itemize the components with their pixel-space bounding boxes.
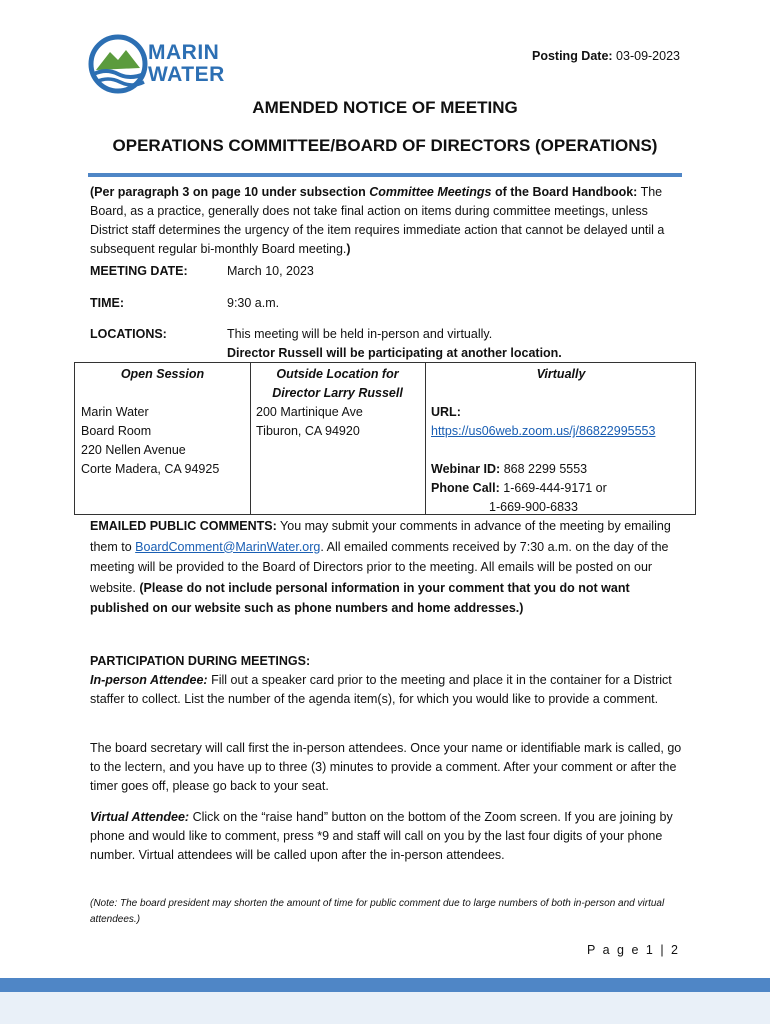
outside-location-address <box>256 403 363 441</box>
emailed-bold-note: (Please do not include personal information in your comment that you do not want published on our website such as phone numbers and home addresses.) <box>90 580 630 615</box>
note-paragraph: (Note: The board president may shorten the amount of time for public comment due to large numbers of both in-person and virtual attendees.) <box>90 898 665 925</box>
col2-head-line-1: Outside Location for <box>276 367 399 381</box>
phone-1: 1-669-444-9171 or <box>503 481 607 495</box>
open-session-line: 220 Nellen Avenue <box>81 443 186 457</box>
emailed-comments-paragraph <box>90 516 682 619</box>
virtual-label: Virtual Attendee: <box>90 810 190 824</box>
locations-line-1: This meeting will be held in-person and virtually. <box>227 327 493 341</box>
time-label: TIME: <box>90 296 125 310</box>
inperson-label: In-person Attendee: <box>90 673 208 687</box>
open-session-line: Marin Water <box>81 405 149 419</box>
posting-date-label: Posting Date: <box>532 49 613 63</box>
locations-line-2: Director Russell will be participating at another location. <box>227 346 562 360</box>
logo-line-2: WATER <box>148 63 225 86</box>
open-session-line: Board Room <box>81 424 152 438</box>
col-open-session-head: Open Session <box>120 367 205 381</box>
logo-wordmark <box>148 42 225 86</box>
col-outside-location-head <box>250 365 425 403</box>
title-divider <box>88 173 682 177</box>
footer-bar <box>0 978 770 1024</box>
virtual-details <box>431 403 655 517</box>
zoom-link[interactable]: https://us06web.zoom.us/j/86822995553 <box>431 424 656 438</box>
emailed-text-1: You may submit your comments in advance of the meeting by emailing them to <box>90 519 671 554</box>
phone-2: 1-669-900-6833 <box>489 500 578 514</box>
inperson-text: Fill out a speaker card prior to the meeting and place it in the container for a District staffer to collect. List the number of the agenda item(s), for which you would like to provide a comment. <box>90 673 672 706</box>
locations-label: LOCATIONS: <box>90 327 167 341</box>
phone-label: Phone Call: <box>431 481 500 495</box>
page-number: P a g e 1 | 2 <box>587 943 680 957</box>
emailed-text-2: . All emailed comments received by 7:30 a.m. on the day of the meeting will be provided to the Board of Directors prior to the meeting. All emails will be posted on our website. <box>90 539 669 595</box>
open-session-line: Corte Madera, CA 94925 <box>81 462 220 476</box>
virtual-paragraph <box>90 808 682 865</box>
committee-title: OPERATIONS COMMITTEE/BOARD OF DIRECTORS (OPERATIONS) <box>112 136 658 155</box>
spacer <box>431 441 655 460</box>
url-label: URL: <box>431 405 461 419</box>
inperson-paragraph <box>90 671 682 709</box>
webinar-id: 868 2299 5553 <box>503 462 588 476</box>
locations-table <box>74 362 696 515</box>
posting-date <box>470 49 680 63</box>
intro-lead-italic: Committee Meetings <box>369 185 492 199</box>
time-value: 9:30 a.m. <box>227 296 280 310</box>
phone-row <box>431 479 655 498</box>
participation-heading: PARTICIPATION DURING MEETINGS: <box>90 654 311 668</box>
notice-title: AMENDED NOTICE OF MEETING <box>252 98 518 117</box>
intro-lead: (Per paragraph 3 on page 10 under subsection <box>90 185 370 199</box>
webinar-row <box>431 460 655 479</box>
intro-close: ) <box>346 242 351 256</box>
secretary-paragraph: The board secretary will call first the in-person attendees. Once your name or identifiable mark is called, go to the lectern, and you have up to three (3) minutes to provide a comment. After your comment or after the timer goes off, please go back to your seat. <box>90 741 682 793</box>
posting-date-value: 03-09-2023 <box>616 49 680 63</box>
col-virtually-head: Virtually <box>536 367 586 381</box>
webinar-label: Webinar ID: <box>431 462 501 476</box>
col2-head-line-2: Director Larry Russell <box>272 386 403 400</box>
open-session-address <box>81 403 219 479</box>
table-divider-2 <box>425 363 426 514</box>
intro-lead-2: of the Board Handbook: <box>491 185 638 199</box>
meeting-date-label: MEETING DATE: <box>90 264 188 278</box>
logo-line-1: MARIN <box>148 41 220 64</box>
board-comment-email-link[interactable]: BoardComment@MarinWater.org <box>135 539 321 554</box>
virtual-text: Click on the “raise hand” button on the bottom of the Zoom screen. If you are joining by phone and would like to comment, press *9 and staff will call on you by the last four digits of your phone number. Virtual attendees will be called upon after the in-person attendees. <box>90 810 673 862</box>
emailed-label: EMAILED PUBLIC COMMENTS: <box>90 519 277 533</box>
intro-body: The Board, as a practice, generally does not take final action on items during committee meetings, unless District staff determines the urgency of the item requires immediate action that cannot be delayed until a subsequent regular bi-monthly Board meeting. <box>90 185 665 256</box>
meeting-date-value: March 10, 2023 <box>227 264 314 278</box>
intro-paragraph <box>90 183 682 259</box>
outside-location-line: Tiburon, CA 94920 <box>256 424 360 438</box>
outside-location-line: 200 Martinique Ave <box>256 405 363 419</box>
